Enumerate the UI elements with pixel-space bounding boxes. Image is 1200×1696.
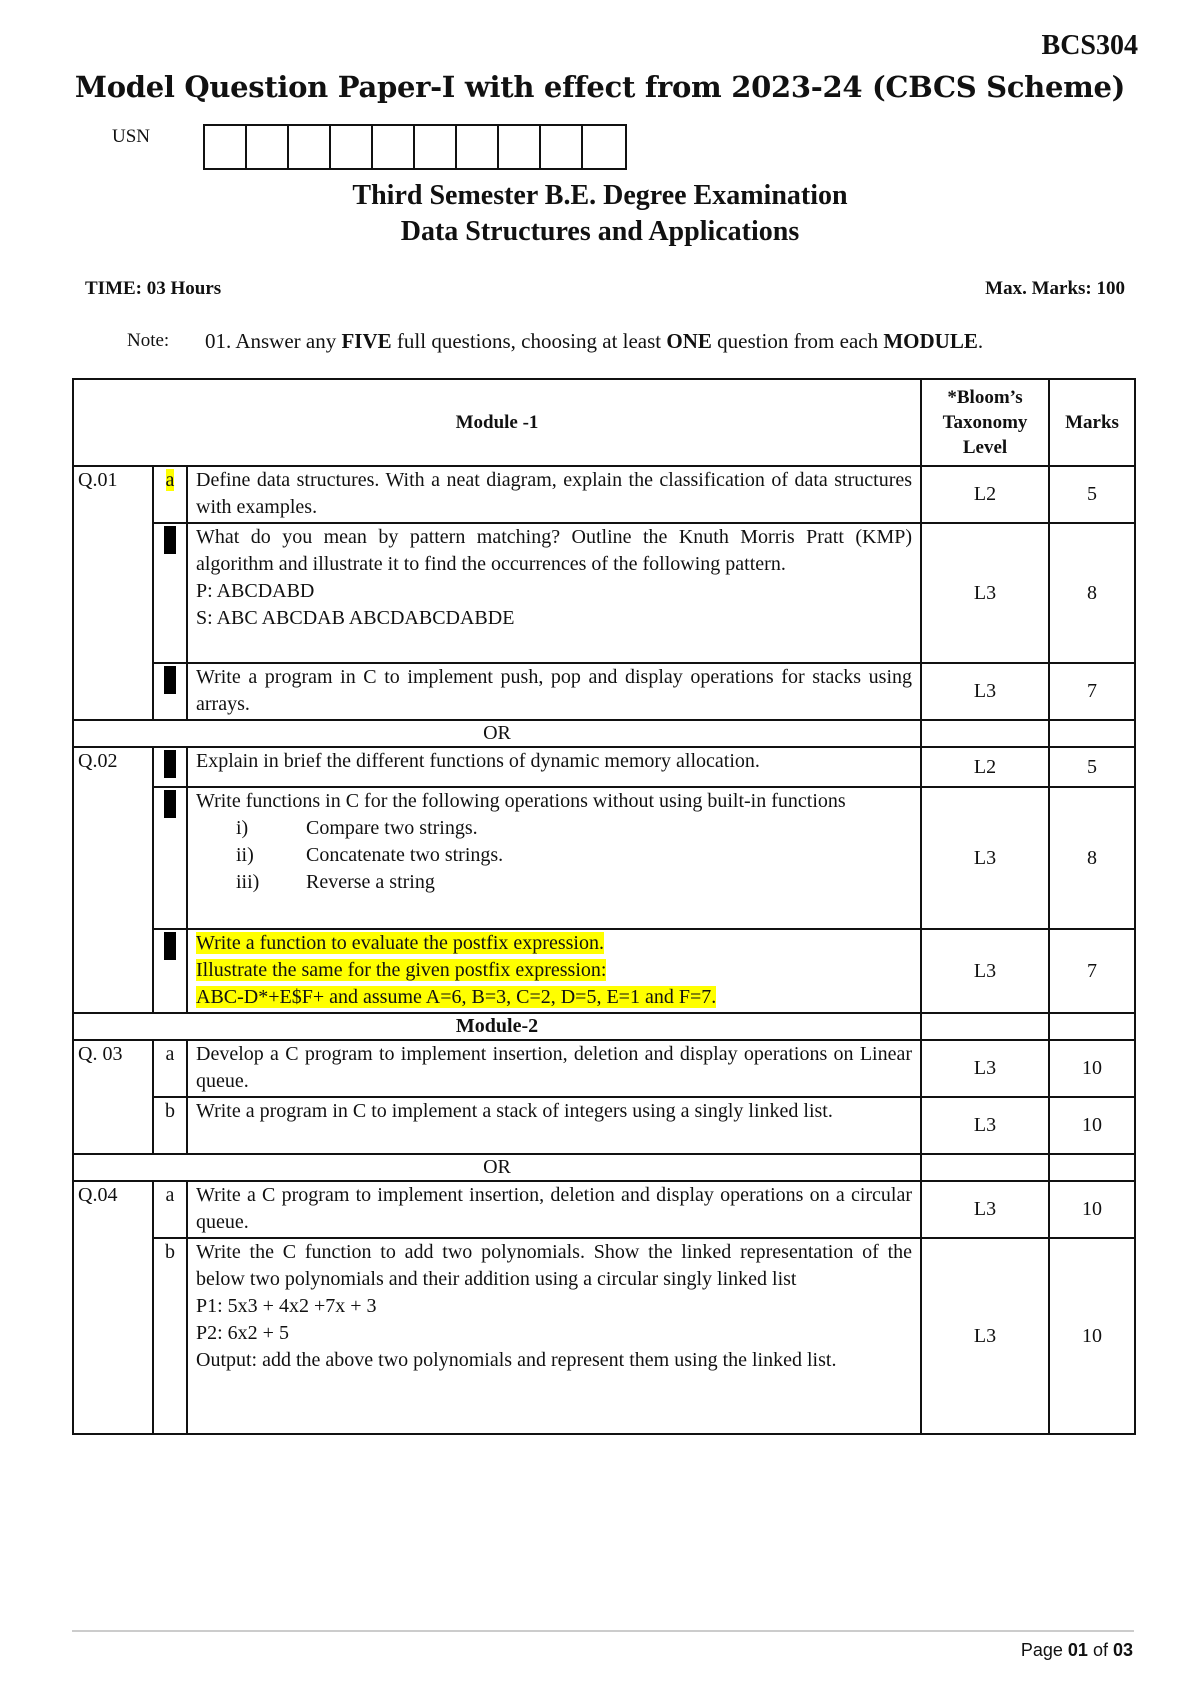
question-text: Define data structures. With a neat diagram, explain the classification of data structures with examples. bbox=[187, 466, 921, 523]
marks-value: 7 bbox=[1049, 929, 1135, 1013]
question-table bbox=[72, 378, 1136, 1435]
usn-label: USN bbox=[112, 126, 151, 147]
question-line: P2: 6x2 + 5 bbox=[196, 1322, 289, 1344]
bloom-level: L3 bbox=[921, 787, 1049, 929]
sub-item-text: Reverse a string bbox=[306, 871, 435, 893]
usn-entry-boxes[interactable] bbox=[203, 124, 627, 170]
note-part: full questions, choosing at least bbox=[391, 329, 667, 353]
or-row bbox=[73, 720, 1135, 747]
sub-question-marker bbox=[153, 523, 187, 663]
table-row bbox=[73, 1040, 1135, 1097]
table-header-row bbox=[73, 379, 1135, 466]
sub-item bbox=[196, 842, 912, 869]
page-number bbox=[1021, 1640, 1133, 1661]
question-text bbox=[187, 523, 921, 663]
marks-value: 5 bbox=[1049, 466, 1135, 523]
sub-question-label: a bbox=[153, 1040, 187, 1097]
exam-time: TIME: 03 Hours bbox=[85, 278, 222, 299]
or-label: OR bbox=[73, 1154, 921, 1181]
sub-question-marker bbox=[153, 747, 187, 787]
highlighted-line: Write a function to evaluate the postfix expression. bbox=[196, 932, 604, 954]
marks-value: 5 bbox=[1049, 747, 1135, 787]
note-part: question from each bbox=[711, 329, 884, 353]
question-text bbox=[187, 929, 921, 1013]
usn-box[interactable] bbox=[205, 126, 247, 168]
subject-title: Data Structures and Applications bbox=[400, 216, 800, 247]
question-line: Write the C function to add two polynomials. Show the linked representation of the below two polynomials and their addition using a circular singly linked list bbox=[196, 1241, 913, 1290]
table-row bbox=[73, 1181, 1135, 1238]
bloom-level: L3 bbox=[921, 1238, 1049, 1434]
table-row bbox=[73, 787, 1135, 929]
question-text: Write a program in C to implement a stack of integers using a singly linked list. bbox=[187, 1097, 921, 1154]
sub-question-marker bbox=[153, 663, 187, 720]
note-label: Note: bbox=[127, 330, 170, 351]
note-emphasis: ONE bbox=[666, 329, 712, 353]
usn-box[interactable] bbox=[289, 126, 331, 168]
or-row bbox=[73, 1154, 1135, 1181]
empty-cell bbox=[921, 720, 1049, 747]
bloom-level: L3 bbox=[921, 1040, 1049, 1097]
marks-value: 10 bbox=[1049, 1097, 1135, 1154]
table-row bbox=[73, 747, 1135, 787]
sub-question-label: a bbox=[153, 1181, 187, 1238]
semester-title: Third Semester B.E. Degree Examination bbox=[352, 180, 848, 211]
empty-cell bbox=[1049, 1013, 1135, 1040]
sub-item bbox=[196, 869, 912, 896]
bloom-level: L3 bbox=[921, 1097, 1049, 1154]
page-total: 03 bbox=[1112, 1640, 1133, 1660]
bloom-header-line: *Bloom’s bbox=[947, 387, 1023, 408]
question-number: Q.04 bbox=[73, 1181, 153, 1434]
or-label: OR bbox=[73, 720, 921, 747]
question-text: Explain in brief the different functions of dynamic memory allocation. bbox=[187, 747, 921, 787]
bloom-header-line: Taxonomy bbox=[942, 412, 1028, 433]
sub-item-num: ii) bbox=[236, 844, 254, 866]
bloom-level: L2 bbox=[921, 747, 1049, 787]
bloom-header-line: Level bbox=[962, 437, 1008, 458]
table-row bbox=[73, 523, 1135, 663]
note-part: . bbox=[977, 329, 984, 353]
sub-question-marker bbox=[153, 787, 187, 929]
redaction-block bbox=[164, 932, 176, 960]
question-line: What do you mean by pattern matching? Outline the Knuth Morris Pratt (KMP) algorithm and illustrate it to find the occurrences of the following pattern. bbox=[196, 526, 913, 575]
question-number: Q. 03 bbox=[73, 1040, 153, 1154]
sub-label-text: a bbox=[165, 469, 175, 491]
module-row bbox=[73, 1013, 1135, 1040]
max-marks: Max. Marks: 100 bbox=[985, 278, 1125, 299]
sub-item bbox=[196, 815, 912, 842]
usn-box[interactable] bbox=[373, 126, 415, 168]
sub-question-label bbox=[153, 466, 187, 523]
page-prefix: Page bbox=[1020, 1640, 1068, 1660]
usn-box[interactable] bbox=[331, 126, 373, 168]
bloom-level: L2 bbox=[921, 466, 1049, 523]
highlighted-line: Illustrate the same for the given postfix expression: bbox=[196, 959, 607, 981]
marks-header: Marks bbox=[1049, 379, 1135, 466]
question-number: Q.02 bbox=[73, 747, 153, 1013]
note-text bbox=[205, 329, 983, 354]
table-row bbox=[73, 929, 1135, 1013]
sub-question-marker bbox=[153, 929, 187, 1013]
empty-cell bbox=[1049, 1154, 1135, 1181]
redaction-block bbox=[164, 750, 176, 778]
module-1-header: Module -1 bbox=[73, 379, 921, 466]
module-2-header: Module-2 bbox=[73, 1013, 921, 1040]
redaction-block bbox=[164, 790, 176, 818]
sub-item-text: Concatenate two strings. bbox=[306, 844, 504, 866]
question-text: Write a program in C to implement push, pop and display operations for stacks using arrays. bbox=[187, 663, 921, 720]
table-row bbox=[73, 1097, 1135, 1154]
note-emphasis: FIVE bbox=[341, 329, 392, 353]
bloom-level-header bbox=[921, 379, 1049, 466]
usn-box[interactable] bbox=[415, 126, 457, 168]
marks-value: 10 bbox=[1049, 1181, 1135, 1238]
note-emphasis: MODULE bbox=[883, 329, 978, 353]
question-line: P1: 5x3 + 4x2 +7x + 3 bbox=[196, 1295, 377, 1317]
table-row bbox=[73, 466, 1135, 523]
usn-box[interactable] bbox=[457, 126, 499, 168]
sub-item-num: i) bbox=[236, 817, 249, 839]
note-part: 01. Answer any bbox=[205, 329, 342, 353]
marks-value: 7 bbox=[1049, 663, 1135, 720]
marks-value: 8 bbox=[1049, 523, 1135, 663]
usn-box[interactable] bbox=[541, 126, 583, 168]
marks-value: 10 bbox=[1049, 1040, 1135, 1097]
usn-box[interactable] bbox=[247, 126, 289, 168]
bloom-level: L3 bbox=[921, 929, 1049, 1013]
marks-value: 8 bbox=[1049, 787, 1135, 929]
question-line: Output: add the above two polynomials and represent them using the linked list. bbox=[196, 1349, 837, 1371]
question-line: Write functions in C for the following operations without using built-in functions bbox=[196, 790, 846, 812]
sub-item-text: Compare two strings. bbox=[306, 817, 478, 839]
page-current: 01 bbox=[1067, 1640, 1088, 1660]
question-text: Write a C program to implement insertion, deletion and display operations on a circular queue. bbox=[187, 1181, 921, 1238]
usn-box[interactable] bbox=[499, 126, 541, 168]
question-text: Develop a C program to implement insertion, deletion and display operations on Linear queue. bbox=[187, 1040, 921, 1097]
empty-cell bbox=[921, 1013, 1049, 1040]
bloom-level: L3 bbox=[921, 523, 1049, 663]
sub-question-label: b bbox=[153, 1097, 187, 1154]
page-of: of bbox=[1087, 1640, 1113, 1660]
table-row bbox=[73, 663, 1135, 720]
bloom-level: L3 bbox=[921, 1181, 1049, 1238]
footer-divider bbox=[72, 1630, 1134, 1632]
sub-question-label: b bbox=[153, 1238, 187, 1434]
marks-value: 10 bbox=[1049, 1238, 1135, 1434]
redaction-block bbox=[164, 526, 176, 554]
highlighted-line: ABC-D*+E$F+ and assume A=6, B=3, C=2, D=5, E=1 and F=7. bbox=[196, 986, 717, 1008]
bloom-level: L3 bbox=[921, 663, 1049, 720]
question-line: P: ABCDABD bbox=[196, 580, 315, 602]
course-code: BCS304 bbox=[1041, 30, 1138, 61]
question-number: Q.01 bbox=[73, 466, 153, 720]
question-text bbox=[187, 1238, 921, 1434]
empty-cell bbox=[921, 1154, 1049, 1181]
empty-cell bbox=[1049, 720, 1135, 747]
sub-item-num: iii) bbox=[236, 871, 260, 893]
question-text bbox=[187, 787, 921, 929]
paper-title: Model Question Paper-I with effect from 2023-24 (CBCS Scheme) bbox=[74, 70, 1126, 104]
redaction-block bbox=[164, 666, 176, 694]
usn-box[interactable] bbox=[583, 126, 625, 168]
table-row bbox=[73, 1238, 1135, 1434]
question-line: S: ABC ABCDAB ABCDABCDABDE bbox=[196, 607, 515, 629]
